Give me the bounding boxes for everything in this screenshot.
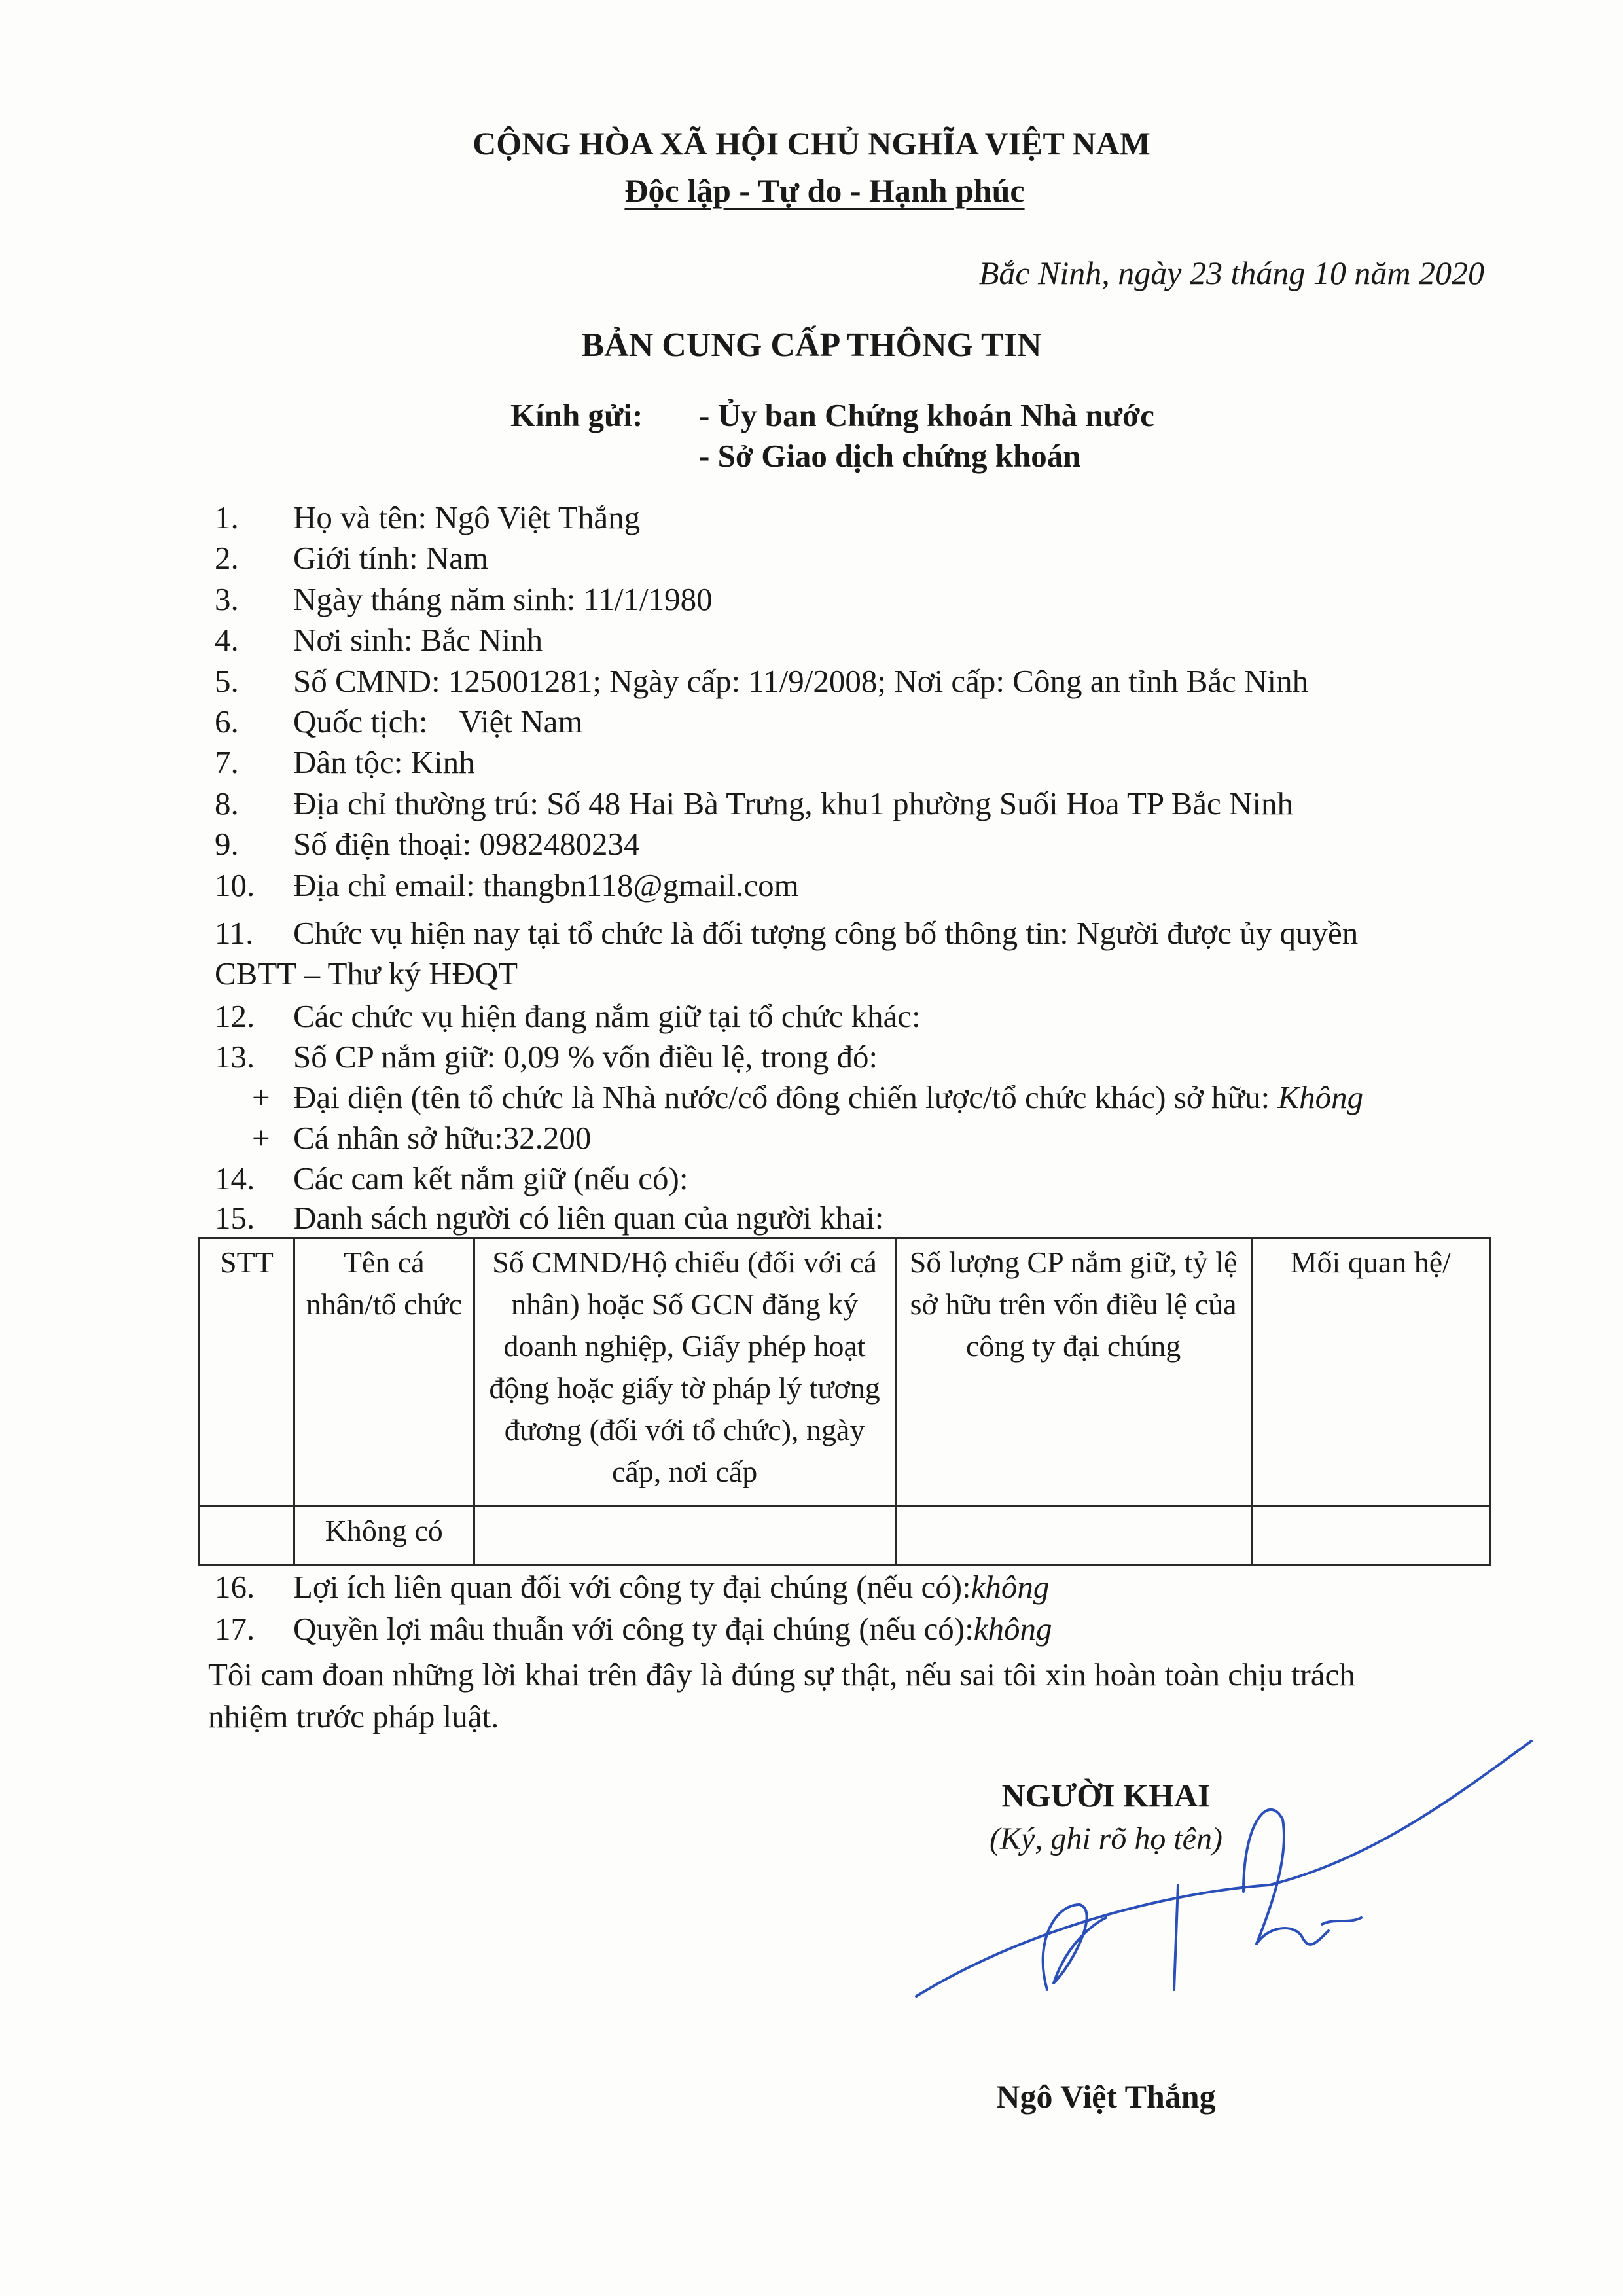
item-text <box>293 1609 1052 1649</box>
handwritten-signature <box>903 1728 1558 2042</box>
sub-item-value: Không <box>1277 1079 1364 1115</box>
item-number: 13. <box>215 1039 255 1075</box>
sub-item-bullet: + <box>252 1079 270 1115</box>
item-text: Danh sách người có liên quan của người khai: <box>293 1200 884 1236</box>
declaration-line: nhiệm trước pháp luật. <box>208 1698 499 1734</box>
item-number: 10. <box>215 867 255 903</box>
sub-item-value: 32.200 <box>503 1120 592 1156</box>
item-text: Giới tính: Nam <box>293 540 489 576</box>
sub-item-text <box>293 1077 1363 1118</box>
item-number: 11. <box>215 915 254 951</box>
item-number: 15. <box>215 1200 255 1236</box>
signature-stroke <box>916 1741 1531 1996</box>
signature-stroke <box>1243 1810 1329 1945</box>
item-number: 9. <box>215 826 239 862</box>
table-cell <box>895 1507 1251 1566</box>
item-value: không <box>971 1569 1050 1605</box>
place-date: Bắc Ninh, ngày 23 tháng 10 năm 2020 <box>978 255 1484 291</box>
motto-text: Độc lập - Tự do - Hạnh phúc <box>624 172 1025 209</box>
item-text: Dân tộc: Kinh <box>293 744 475 780</box>
item-text-continued: CBTT – Thư ký HĐQT <box>215 956 518 992</box>
item-text: Ngày tháng năm sinh: 11/1/1980 <box>293 581 713 617</box>
header-name: Tên cá nhân/tổ chức <box>294 1238 474 1507</box>
item-number: 2. <box>215 540 239 576</box>
item-number: 12. <box>215 998 255 1034</box>
national-motto <box>0 171 1623 209</box>
document-title: BẢN CUNG CẤP THÔNG TIN <box>581 327 1042 364</box>
item-number: 3. <box>215 581 239 617</box>
header-id-document: Số CMND/Hộ chiếu (đối với cá nhân) hoặc Số GCN đăng ký doanh nghiệp, Giấy phép hoạt động hoặc giấy tờ pháp lý tương đương (đối với tổ chức), ngày cấp, nơi cấp <box>474 1238 895 1507</box>
sub-item-label: Đại diện (tên tổ chức là Nhà nước/cổ đông chiến lược/tổ chức khác) sở hữu: <box>293 1079 1270 1115</box>
item-text: Các cam kết nắm giữ (nếu có): <box>293 1160 688 1196</box>
item-number: 16. <box>215 1569 255 1605</box>
item-text: Các chức vụ hiện đang nắm giữ tại tổ chức khác: <box>293 998 921 1034</box>
recipient-2: - Sở Giao dịch chứng khoán <box>699 438 1081 474</box>
item-label: Quyền lợi mâu thuẫn với công ty đại chúng (nếu có): <box>293 1611 974 1647</box>
signature-stroke <box>1322 1918 1361 1924</box>
signer-name: Ngô Việt Thắng <box>996 2078 1216 2115</box>
item-label: Lợi ích liên quan đối với công ty đại chúng (nếu có): <box>293 1569 971 1605</box>
country-name: CỘNG HÒA XÃ HỘI CHỦ NGHĨA VIỆT NAM <box>473 125 1150 162</box>
item-value: không <box>973 1611 1052 1647</box>
item-text: Số CP nắm giữ: 0,09 % vốn điều lệ, trong đó: <box>293 1039 878 1075</box>
item-number: 4. <box>215 622 239 658</box>
signer-title: NGƯỜI KHAI <box>1001 1777 1211 1814</box>
signature-stroke <box>1174 1885 1178 1990</box>
item-text: Quốc tịch: Việt Nam <box>293 704 583 740</box>
table-cell <box>474 1507 895 1566</box>
sub-item-label: Cá nhân sở hữu: <box>293 1120 503 1156</box>
item-text: Số điện thoại: 0982480234 <box>293 826 640 862</box>
sub-item-text <box>293 1118 591 1158</box>
item-text: Địa chỉ email: thangbn118@gmail.com <box>293 867 799 903</box>
item-text: Địa chỉ thường trú: Số 48 Hai Bà Trưng, khu1 phường Suối Hoa TP Bắc Ninh <box>293 785 1293 821</box>
item-number: 8. <box>215 785 239 821</box>
table-cell: Không có <box>294 1507 474 1566</box>
item-number: 14. <box>215 1160 255 1196</box>
item-text: Họ và tên: Ngô Việt Thắng <box>293 499 641 535</box>
signature-note: (Ký, ghi rõ họ tên) <box>990 1821 1222 1856</box>
item-text <box>293 1567 1049 1607</box>
table-cell <box>1251 1507 1489 1566</box>
item-number: 7. <box>215 744 239 780</box>
item-text: Nơi sinh: Bắc Ninh <box>293 622 543 658</box>
declaration-line: Tôi cam đoan những lời khai trên đây là đúng sự thật, nếu sai tôi xin hoàn toàn chịu trách <box>208 1657 1355 1693</box>
sub-item-bullet: + <box>252 1120 270 1156</box>
item-number: 17. <box>215 1611 255 1647</box>
table-row <box>200 1507 1490 1566</box>
item-number: 6. <box>215 704 239 740</box>
recipients-label: Kính gửi: <box>510 397 643 433</box>
related-persons-table <box>198 1237 1491 1566</box>
item-text: Số CMND: 125001281; Ngày cấp: 11/9/2008; Nơi cấp: Công an tỉnh Bắc Ninh <box>293 663 1309 699</box>
item-number: 1. <box>215 499 239 535</box>
recipient-1: - Ủy ban Chứng khoán Nhà nước <box>699 397 1154 433</box>
header-stt: STT <box>200 1238 294 1507</box>
table-cell <box>200 1507 294 1566</box>
item-text: Chức vụ hiện nay tại tổ chức là đối tượng công bố thông tin: Người được ủy quyền <box>293 915 1359 951</box>
header-shares: Số lượng CP nắm giữ, tỷ lệ sở hữu trên vốn điều lệ của công ty đại chúng <box>895 1238 1251 1507</box>
table-header-row <box>200 1238 1490 1507</box>
header-relationship: Mối quan hệ/ <box>1251 1238 1489 1507</box>
item-number: 5. <box>215 663 239 699</box>
signature-image <box>903 1728 1558 2042</box>
